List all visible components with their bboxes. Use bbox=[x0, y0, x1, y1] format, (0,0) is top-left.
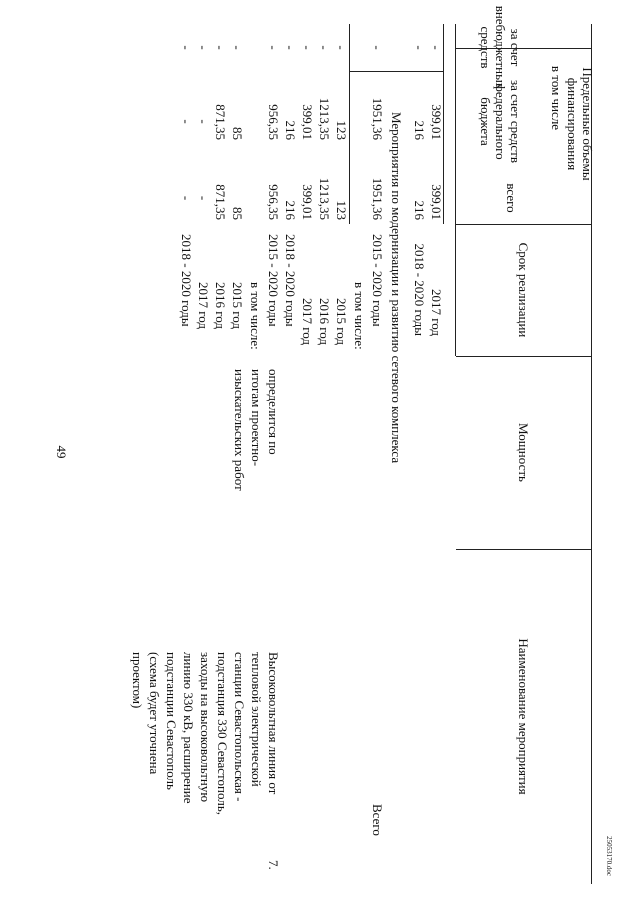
item7-row-2016-total: 871,35 bbox=[213, 184, 228, 220]
row-2018-total: 216 bbox=[412, 200, 427, 220]
item7-row-2015-period: 2015 год bbox=[230, 282, 245, 329]
header-period: Срок реализации bbox=[516, 242, 532, 338]
page-number: 49 bbox=[54, 445, 69, 459]
summary-row-2018-period: 2018 - 2020 годы bbox=[283, 234, 298, 327]
including-divider bbox=[350, 71, 444, 72]
item7-row-2016-extra: - bbox=[213, 45, 228, 50]
row-2017-federal: 399,01 bbox=[429, 104, 444, 140]
item7-row-2017-federal: - bbox=[196, 119, 211, 124]
item7-row-2015-extra: - bbox=[230, 45, 245, 50]
summary-row-2016-extra: - bbox=[317, 45, 332, 50]
summary-row-2018-total: 216 bbox=[283, 200, 298, 220]
item7-period: 2015 - 2020 годы bbox=[266, 234, 281, 327]
item7-row-2018-extra: - bbox=[179, 45, 194, 50]
item7-row-2016-federal: 871,35 bbox=[213, 104, 228, 140]
summary-row-2017-federal: 399,01 bbox=[300, 104, 315, 140]
item7-number: 7. bbox=[266, 860, 281, 870]
summary-row-2015-extra: - bbox=[334, 45, 349, 50]
summary-row-2016-federal: 1213,35 bbox=[317, 97, 332, 140]
item7-row-2015-total: 85 bbox=[230, 207, 245, 220]
section-title: Мероприятия по модернизации и развитию сетевого комплекса bbox=[389, 112, 404, 464]
row-2017-extra: - bbox=[429, 45, 444, 50]
summary-row-2015-federal: 123 bbox=[334, 120, 349, 140]
header-including: в том числе bbox=[549, 65, 564, 131]
row-2017-total: 399,01 bbox=[429, 184, 444, 220]
summary-period: 2015 - 2020 годы bbox=[370, 234, 385, 327]
summary-row-2018-federal: 216 bbox=[283, 120, 298, 140]
item7-row-2015-federal: 85 bbox=[230, 127, 245, 140]
header-power: Мощность bbox=[516, 423, 532, 482]
summary-extra: - bbox=[370, 45, 385, 50]
item7-row-2017-period: 2017 год bbox=[196, 282, 211, 329]
item7-extra: - bbox=[266, 45, 281, 50]
item7-total: 956,35 bbox=[266, 184, 281, 220]
header-federal: за счет средств федерального бюджета bbox=[478, 80, 523, 163]
summary-row-2015-period: 2015 год bbox=[334, 298, 349, 345]
summary-row-2016-period: 2016 год bbox=[317, 298, 332, 345]
summary-label: Всего bbox=[370, 804, 385, 836]
item7-row-2018-total: - bbox=[179, 195, 194, 201]
item7-including-label: в том числе: bbox=[248, 282, 263, 350]
item7-row-2018-period: 2018 - 2020 годы bbox=[179, 234, 194, 327]
row-2018-extra: - bbox=[412, 45, 427, 50]
summary-row-2015-total: 123 bbox=[334, 200, 349, 220]
item7-row-2017-extra: - bbox=[196, 45, 211, 50]
summary-including-label: в том числе: bbox=[352, 282, 367, 350]
item7-name: Высоковольтная линия от тепловой электрической станции Севастопольская - подстанция 330 Севастополь, заходы на высоковольтную линию 330 кВ, расширение подстанции Севастополь (схема будет уточнена проектом) bbox=[130, 652, 281, 815]
summary-row-2017-total: 399,01 bbox=[300, 184, 315, 220]
summary-row-2016-total: 1213,35 bbox=[317, 177, 332, 220]
financing-table bbox=[92, 5, 595, 884]
header-limits: Предельные объемы финансирования bbox=[565, 67, 595, 181]
summary-total: 1951,36 bbox=[370, 177, 385, 220]
item7-power: определится по итогам проектно- изыскательских работ bbox=[232, 369, 281, 491]
summary-row-2017-period: 2017 год bbox=[300, 298, 315, 345]
summary-row-2018-extra: - bbox=[283, 45, 298, 50]
item7-row-2018-federal: - bbox=[179, 119, 194, 124]
header-total: всего bbox=[504, 183, 520, 213]
row-2018-period: 2018 - 2020 годы bbox=[412, 243, 427, 336]
header-name: Наименование мероприятия bbox=[516, 638, 532, 795]
item7-row-2016-period: 2016 год bbox=[213, 282, 228, 329]
item7-row-2017-total: - bbox=[196, 195, 211, 201]
item7-federal: 956,35 bbox=[266, 104, 281, 140]
summary-federal: 1951,36 bbox=[370, 97, 385, 140]
row-2018-federal: 216 bbox=[412, 120, 427, 140]
document-code: 25053170.doc bbox=[605, 836, 613, 876]
header-extrabudget: за счет внебюджетных средств bbox=[478, 5, 523, 90]
row-2017-period: 2017 год bbox=[429, 289, 444, 336]
summary-row-2017-extra: - bbox=[300, 45, 315, 50]
